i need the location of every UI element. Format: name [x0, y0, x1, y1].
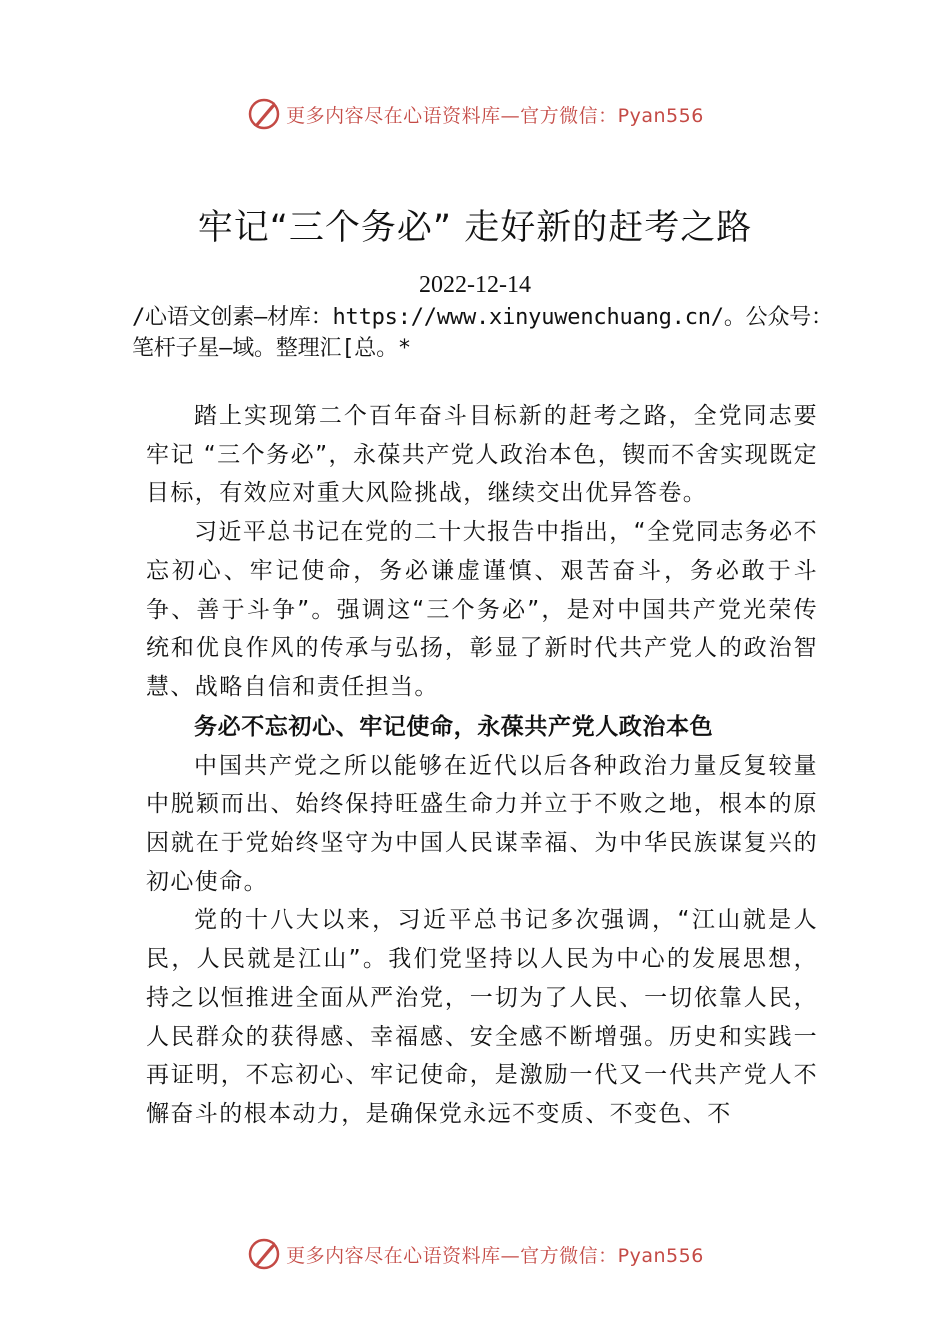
- source-note: /心语文创素—材库：https://www.xinyuwenchuang.cn/。公众号：笔杆子星—域。整理汇[总。*: [132, 305, 833, 361]
- banner-text: 更多内容尽在心语资料库—官方微信：Pyan556: [286, 1244, 704, 1267]
- banner-text: 更多内容尽在心语资料库—官方微信：Pyan556: [286, 104, 704, 127]
- paragraph: 习近平总书记在党的二十大报告中指出，“全党同志务必不忘初心、牢记使命，务必谦虚谨慎、艰苦奋斗，务必敢于斗争、善于斗争”。强调这“三个务必”，是对中国共产党光荣传统和优良作风的传承与弘扬，彰显了新时代共产党人的政治智慧、战略自信和责任担当。: [146, 519, 818, 700]
- section-heading: 务必不忘初心、牢记使命，永葆共产党人政治本色: [194, 713, 714, 740]
- publish-date: 2022-12-14: [419, 272, 531, 298]
- footer-banner: [0, 1232, 950, 1276]
- quill-logo-icon: [246, 96, 282, 132]
- quill-logo-icon: [246, 1236, 282, 1272]
- wechat-id: Pyan556: [617, 1244, 704, 1267]
- article-body: [146, 397, 818, 1134]
- header-banner: [0, 92, 950, 136]
- wechat-id: Pyan556: [617, 104, 704, 127]
- paragraph: 党的十八大以来，习近平总书记多次强调，“江山就是人民，人民就是江山”。我们党坚持以人民为中心的发展思想，持之以恒推进全面从严治党，一切为了人民、一切依靠人民，人民群众的获得感、幸福感、安全感不断增强。历史和实践一再证明，不忘初心、牢记使命，是激励一代又一代共产党人不懈奋斗的根本动力，是确保党永远不变质、不变色、不: [146, 907, 818, 1127]
- page-title: 牢记“三个务必” 走好新的赶考之路: [197, 208, 753, 248]
- paragraph: 中国共产党之所以能够在近代以后各种政治力量反复较量中脱颖而出、始终保持旺盛生命力并立于不败之地，根本的原因就在于党始终坚守为中国人民谋幸福、为中华民族谋复兴的初心使命。: [146, 752, 818, 895]
- paragraph: 踏上实现第二个百年奋斗目标新的赶考之路，全党同志要牢记 “三个务必”，永葆共产党人政治本色，锲而不舍实现既定目标，有效应对重大风险挑战，继续交出优异答卷。: [146, 403, 818, 507]
